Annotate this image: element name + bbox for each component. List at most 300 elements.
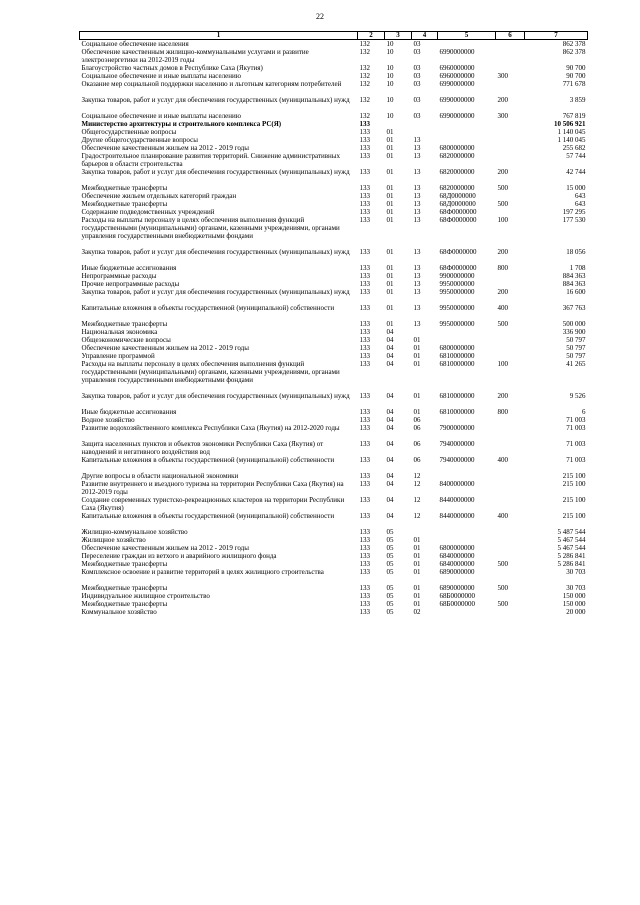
row-cell-6: 300 bbox=[497, 112, 508, 120]
row-cell-6 bbox=[496, 128, 525, 136]
row-cell-4: 03 bbox=[413, 64, 421, 72]
row-cell-6: 500 bbox=[497, 200, 508, 208]
row-cell-2: 133 bbox=[359, 216, 370, 224]
row-description: Капитальные вложения в объекты государственной (муниципальной) собственности bbox=[81, 456, 335, 464]
table-row bbox=[80, 200, 588, 208]
row-cell-4: 03 bbox=[413, 112, 421, 120]
row-cell-5 bbox=[438, 472, 496, 480]
row-description: Оказание мер социальной поддержки населению и льготным категориям потребителей bbox=[81, 80, 342, 88]
row-cell-4: 12 bbox=[413, 512, 421, 520]
row-cell-4: 13 bbox=[413, 216, 421, 224]
row-cell-4: 01 bbox=[413, 552, 421, 560]
row-cell-6: 200 bbox=[497, 248, 508, 256]
row-cell-7: 367 763 bbox=[562, 304, 586, 312]
row-cell-5: 8440000000 bbox=[439, 496, 475, 504]
row-cell-6 bbox=[496, 592, 525, 600]
row-cell-4 bbox=[412, 120, 438, 128]
row-cell-2: 133 bbox=[359, 560, 370, 568]
row-cell-7: 15 000 bbox=[566, 184, 586, 192]
row-cell-7: 5 467 544 bbox=[557, 544, 586, 552]
row-cell-7: 177 530 bbox=[562, 216, 586, 224]
table-row bbox=[80, 120, 588, 128]
row-cell-4: 13 bbox=[413, 304, 421, 312]
row-cell-6: 400 bbox=[497, 456, 508, 464]
table-row bbox=[80, 544, 588, 552]
row-cell-2: 133 bbox=[359, 192, 370, 200]
row-cell-4: 13 bbox=[413, 200, 421, 208]
row-cell-2: 133 bbox=[359, 360, 370, 368]
table-row bbox=[80, 600, 588, 608]
row-cell-5: 6820000000 bbox=[439, 152, 475, 160]
row-cell-6 bbox=[496, 152, 525, 168]
row-cell-3: 10 bbox=[386, 48, 394, 56]
row-cell-5: 6840000000 bbox=[439, 560, 475, 568]
row-cell-7: 9 526 bbox=[569, 392, 586, 400]
row-cell-4: 13 bbox=[413, 280, 421, 288]
row-cell-5: 9900000000 bbox=[439, 272, 475, 280]
row-cell-2: 133 bbox=[359, 184, 370, 192]
row-cell-2: 132 bbox=[359, 64, 370, 72]
row-description: Общеэкономические вопросы bbox=[81, 336, 171, 344]
row-cell-4: 03 bbox=[413, 48, 421, 56]
row-cell-6 bbox=[496, 480, 525, 496]
row-cell-4: 13 bbox=[413, 168, 421, 176]
row-cell-5: 6890000000 bbox=[439, 568, 475, 576]
row-cell-7: 215 100 bbox=[562, 472, 586, 480]
row-description: Управление программой bbox=[81, 352, 155, 360]
row-cell-3: 01 bbox=[386, 136, 394, 144]
row-description: Развитие водохозяйственного комплекса Республики Саха (Якутия) на 2012-2020 годы bbox=[81, 424, 340, 432]
row-cell-7: 71 003 bbox=[566, 416, 586, 424]
row-cell-3: 01 bbox=[386, 272, 394, 280]
row-cell-5: 7940000000 bbox=[439, 456, 475, 464]
row-cell-7: 71 003 bbox=[566, 424, 586, 432]
row-cell-5 bbox=[438, 536, 496, 544]
table-row bbox=[80, 248, 588, 264]
row-cell-6: 200 bbox=[497, 392, 508, 400]
row-cell-4: 01 bbox=[413, 560, 421, 568]
row-cell-2: 133 bbox=[359, 552, 370, 560]
row-cell-3: 04 bbox=[386, 424, 394, 432]
row-cell-3: 04 bbox=[386, 512, 394, 520]
row-cell-6 bbox=[496, 528, 525, 536]
row-cell-3: 04 bbox=[386, 440, 394, 448]
row-cell-2: 133 bbox=[359, 472, 370, 480]
row-cell-6 bbox=[496, 440, 525, 456]
row-cell-7: 336 900 bbox=[562, 328, 586, 336]
row-cell-3: 05 bbox=[386, 592, 394, 600]
row-cell-5: 9950000000 bbox=[439, 320, 475, 328]
row-description: Расходы на выплаты персоналу в целях обеспечения выполнения функций государственными (муниципальными) органами, казенными учреждениями, органами управления государственными внебюджетными фондами bbox=[81, 360, 340, 384]
header-cell: 3 bbox=[385, 32, 412, 40]
table-row bbox=[80, 360, 588, 392]
row-cell-4: 06 bbox=[413, 440, 421, 448]
row-cell-4: 01 bbox=[413, 360, 421, 368]
header-cell: 5 bbox=[438, 32, 496, 40]
row-cell-6 bbox=[496, 328, 525, 336]
row-cell-2: 133 bbox=[359, 512, 370, 520]
row-cell-6 bbox=[496, 344, 525, 352]
row-cell-6: 100 bbox=[497, 216, 508, 224]
row-cell-5: 6820000000 bbox=[439, 168, 475, 176]
row-cell-6: 500 bbox=[497, 600, 508, 608]
row-cell-3: 01 bbox=[386, 184, 394, 192]
row-description: Содержание подведомственных учреждений bbox=[81, 208, 215, 216]
row-cell-6: 400 bbox=[497, 304, 508, 312]
row-cell-4: 01 bbox=[413, 544, 421, 552]
row-cell-6: 200 bbox=[497, 288, 508, 296]
row-cell-3: 05 bbox=[386, 536, 394, 544]
row-cell-7: 50 797 bbox=[566, 352, 586, 360]
row-cell-6 bbox=[496, 544, 525, 552]
row-cell-4: 13 bbox=[413, 152, 421, 160]
row-description: Развитие внутреннего и въездного туризма на территории Республики Саха (Якутия) на 2012-2019 годы bbox=[81, 480, 344, 496]
row-cell-3: 04 bbox=[386, 496, 394, 504]
row-cell-7: 884 363 bbox=[562, 272, 586, 280]
table-row bbox=[80, 392, 588, 408]
row-cell-3: 01 bbox=[386, 128, 394, 136]
row-cell-7: 771 678 bbox=[562, 80, 586, 88]
row-cell-2: 133 bbox=[359, 416, 370, 424]
table-row bbox=[80, 64, 588, 72]
row-cell-2: 133 bbox=[359, 168, 370, 176]
row-cell-7: 90 700 bbox=[566, 72, 586, 80]
row-cell-5: 68Ф0000000 bbox=[439, 216, 477, 224]
row-cell-7: 16 600 bbox=[566, 288, 586, 296]
row-cell-2: 133 bbox=[359, 152, 370, 160]
row-cell-7: 3 859 bbox=[569, 96, 586, 104]
row-cell-4: 13 bbox=[413, 184, 421, 192]
row-description: Социальное обеспечение и иные выплаты населению bbox=[81, 72, 241, 80]
row-description: Национальная экономика bbox=[81, 328, 158, 336]
row-cell-5: 6960000000 bbox=[439, 64, 475, 72]
row-cell-6 bbox=[496, 472, 525, 480]
row-cell-2: 133 bbox=[359, 544, 370, 552]
row-description: Прочие непрограммные расходы bbox=[81, 280, 180, 288]
row-cell-3: 10 bbox=[386, 64, 394, 72]
row-cell-2: 133 bbox=[359, 264, 370, 272]
row-cell-5: 68Ф0000000 bbox=[439, 248, 477, 256]
row-cell-7: 42 744 bbox=[566, 168, 586, 176]
row-description: Обеспечение жильем отдельных категорий граждан bbox=[81, 192, 237, 200]
table-row bbox=[80, 48, 588, 64]
row-cell-5: 6990000000 bbox=[439, 48, 475, 56]
row-cell-4: 13 bbox=[413, 192, 421, 200]
row-cell-6 bbox=[496, 144, 525, 152]
row-cell-3: 01 bbox=[386, 280, 394, 288]
row-cell-5 bbox=[438, 416, 496, 424]
row-cell-6 bbox=[496, 48, 525, 64]
row-cell-2: 133 bbox=[359, 128, 370, 136]
row-cell-7: 30 703 bbox=[566, 584, 586, 592]
table-row bbox=[80, 216, 588, 248]
row-cell-5: 6840000000 bbox=[439, 552, 475, 560]
row-description: Иные бюджетные ассигнования bbox=[81, 264, 177, 272]
row-cell-3: 05 bbox=[386, 544, 394, 552]
row-cell-3: 01 bbox=[386, 200, 394, 208]
table-row bbox=[80, 168, 588, 184]
row-cell-7: 30 703 bbox=[566, 568, 586, 576]
row-cell-2: 132 bbox=[359, 72, 370, 80]
row-cell-4 bbox=[412, 128, 438, 136]
row-cell-6 bbox=[496, 136, 525, 144]
row-cell-2: 132 bbox=[359, 112, 370, 120]
row-description: Межбюджетные трансферты bbox=[81, 560, 168, 568]
row-cell-6: 500 bbox=[497, 560, 508, 568]
table-row bbox=[80, 568, 588, 584]
row-description: Межбюджетные трансферты bbox=[81, 600, 168, 608]
row-cell-2: 133 bbox=[359, 600, 370, 608]
table-row bbox=[80, 328, 588, 336]
row-cell-3: 10 bbox=[386, 40, 394, 48]
row-cell-6: 800 bbox=[497, 408, 508, 416]
row-description: Жилищно-коммунальное хозяйство bbox=[81, 528, 188, 536]
row-cell-3: 01 bbox=[386, 192, 394, 200]
table-row bbox=[80, 136, 588, 144]
row-cell-7: 215 100 bbox=[562, 480, 586, 488]
table-row bbox=[80, 280, 588, 288]
row-description: Благоустройство частных домов в Республике Саха (Якутия) bbox=[81, 64, 263, 72]
row-cell-7: 5 487 544 bbox=[557, 528, 586, 536]
row-cell-4: 01 bbox=[413, 408, 421, 416]
row-cell-2: 133 bbox=[359, 528, 370, 536]
row-cell-4: 03 bbox=[413, 80, 421, 88]
row-cell-5 bbox=[438, 136, 496, 144]
row-cell-4: 01 bbox=[413, 344, 421, 352]
row-description: Закупка товаров, работ и услуг для обеспечения государственных (муниципальных) нужд bbox=[81, 168, 350, 176]
row-cell-6: 200 bbox=[497, 96, 508, 104]
row-cell-7: 215 100 bbox=[562, 496, 586, 504]
row-cell-4 bbox=[412, 528, 438, 536]
table-row bbox=[80, 264, 588, 272]
row-cell-5: 9950000000 bbox=[439, 304, 475, 312]
row-description: Межбюджетные трансферты bbox=[81, 184, 168, 192]
row-cell-3: 10 bbox=[386, 72, 394, 80]
row-cell-6 bbox=[496, 208, 525, 216]
row-cell-7: 1 708 bbox=[569, 264, 586, 272]
row-cell-3: 05 bbox=[386, 528, 394, 536]
row-cell-7: 20 000 bbox=[566, 608, 586, 616]
row-cell-3: 10 bbox=[386, 96, 394, 104]
row-description: Коммунальное хозяйство bbox=[81, 608, 157, 616]
row-cell-4: 01 bbox=[413, 600, 421, 608]
row-cell-3: 04 bbox=[386, 456, 394, 464]
row-description: Водное хозяйство bbox=[81, 416, 135, 424]
row-cell-5 bbox=[438, 120, 496, 128]
table-row bbox=[80, 288, 588, 304]
row-cell-4: 02 bbox=[413, 608, 421, 616]
row-cell-5: 8400000000 bbox=[439, 480, 475, 488]
row-cell-2: 133 bbox=[359, 456, 370, 464]
row-description: Капитальные вложения в объекты государственной (муниципальной) собственности bbox=[81, 512, 335, 520]
row-cell-6 bbox=[496, 568, 525, 584]
row-cell-5 bbox=[438, 40, 496, 49]
row-cell-4: 06 bbox=[413, 456, 421, 464]
row-cell-2: 133 bbox=[359, 272, 370, 280]
table-row bbox=[80, 112, 588, 120]
table-row bbox=[80, 408, 588, 416]
row-cell-2: 133 bbox=[359, 328, 370, 336]
row-cell-5 bbox=[438, 528, 496, 536]
row-cell-5 bbox=[438, 336, 496, 344]
header-cell: 4 bbox=[412, 32, 438, 40]
row-cell-4: 13 bbox=[413, 272, 421, 280]
row-cell-4: 13 bbox=[413, 144, 421, 152]
row-cell-6 bbox=[496, 352, 525, 360]
row-cell-4: 13 bbox=[413, 136, 421, 144]
row-cell-7: 90 700 bbox=[566, 64, 586, 72]
row-cell-6 bbox=[496, 536, 525, 544]
row-cell-2: 133 bbox=[359, 352, 370, 360]
row-cell-6 bbox=[496, 336, 525, 344]
row-cell-5: 68Д0000000 bbox=[439, 200, 476, 208]
row-description: Закупка товаров, работ и услуг для обеспечения государственных (муниципальных) нужд bbox=[81, 96, 350, 104]
header-cell: 1 bbox=[80, 32, 358, 40]
row-cell-5 bbox=[438, 328, 496, 336]
row-cell-2: 133 bbox=[359, 592, 370, 600]
row-cell-7: 215 100 bbox=[562, 512, 586, 520]
row-cell-4 bbox=[412, 328, 438, 336]
table-row bbox=[80, 336, 588, 344]
row-cell-6 bbox=[496, 496, 525, 512]
table-row bbox=[80, 304, 588, 320]
row-description: Расходы на выплаты персоналу в целях обеспечения выполнения функций государственными (муниципальными) органами, казенными учреждениями, органами управления государственными внебюджетными фондами bbox=[81, 216, 340, 240]
row-cell-4: 12 bbox=[413, 496, 421, 504]
row-cell-3: 04 bbox=[386, 328, 394, 336]
row-cell-7: 500 000 bbox=[562, 320, 586, 328]
row-cell-3: 10 bbox=[386, 112, 394, 120]
row-cell-6 bbox=[496, 64, 525, 72]
row-description: Защита населенных пунктов и объектов экономики Республики Саха (Якутия) от наводнений и негативного воздействия вод bbox=[81, 440, 324, 456]
row-cell-3: 05 bbox=[386, 560, 394, 568]
row-cell-6 bbox=[496, 80, 525, 96]
row-cell-6: 100 bbox=[497, 360, 508, 368]
row-cell-7: 41 265 bbox=[566, 360, 586, 368]
row-cell-2: 133 bbox=[359, 424, 370, 432]
row-cell-4: 01 bbox=[413, 568, 421, 576]
row-cell-7: 643 bbox=[575, 200, 586, 208]
row-cell-4: 01 bbox=[413, 352, 421, 360]
table-row bbox=[80, 424, 588, 440]
row-cell-2: 133 bbox=[359, 120, 370, 128]
row-cell-7: 50 797 bbox=[566, 344, 586, 352]
table-row bbox=[80, 40, 588, 49]
row-description: Межбюджетные трансферты bbox=[81, 320, 168, 328]
row-description: Другие общегосударственные вопросы bbox=[81, 136, 198, 144]
row-cell-5: 68Ф0000000 bbox=[439, 264, 477, 272]
row-cell-7: 255 682 bbox=[562, 144, 586, 152]
row-cell-3: 01 bbox=[386, 248, 394, 256]
row-cell-5: 6800000000 bbox=[439, 544, 475, 552]
table-row bbox=[80, 536, 588, 544]
row-cell-6 bbox=[496, 608, 525, 616]
row-cell-7: 6 bbox=[582, 408, 586, 416]
row-cell-3: 01 bbox=[386, 168, 394, 176]
row-cell-5: 6820000000 bbox=[439, 184, 475, 192]
row-cell-4: 06 bbox=[413, 416, 421, 424]
row-cell-2: 133 bbox=[359, 392, 370, 400]
row-cell-7: 767 819 bbox=[562, 112, 586, 120]
row-cell-5 bbox=[438, 128, 496, 136]
row-cell-2: 133 bbox=[359, 144, 370, 152]
table-row bbox=[80, 272, 588, 280]
row-cell-2: 132 bbox=[359, 40, 370, 48]
row-description: Обеспечение качественным жильем на 2012 - 2019 годы bbox=[81, 544, 249, 552]
row-description: Переселение граждан из ветхого и аварийного жилищного фонда bbox=[81, 552, 277, 560]
row-cell-6 bbox=[496, 424, 525, 440]
row-description: Иные бюджетные ассигнования bbox=[81, 408, 177, 416]
row-cell-2: 133 bbox=[359, 200, 370, 208]
row-cell-3: 01 bbox=[386, 216, 394, 224]
row-cell-6 bbox=[496, 416, 525, 424]
table-row bbox=[80, 456, 588, 472]
row-cell-5: 6890000000 bbox=[439, 584, 475, 592]
table-row bbox=[80, 72, 588, 80]
row-cell-7: 150 000 bbox=[562, 600, 586, 608]
row-description: Обеспечение качественным жильем на 2012 - 2019 годы bbox=[81, 144, 249, 152]
row-cell-5: 68Б0000000 bbox=[439, 592, 476, 600]
row-cell-3: 04 bbox=[386, 336, 394, 344]
table-row bbox=[80, 344, 588, 352]
table-row bbox=[80, 320, 588, 328]
header-cell: 7 bbox=[525, 32, 588, 40]
row-description: Жилищное хозяйство bbox=[81, 536, 146, 544]
row-cell-4: 13 bbox=[413, 248, 421, 256]
table-row bbox=[80, 128, 588, 136]
row-cell-2: 133 bbox=[359, 136, 370, 144]
row-cell-4: 06 bbox=[413, 424, 421, 432]
row-description: Создание современных туристско-рекреационных кластеров на территории Республики Саха (Якутия) bbox=[81, 496, 345, 512]
row-cell-7: 1 140 045 bbox=[557, 128, 586, 136]
row-cell-3: 01 bbox=[386, 320, 394, 328]
page-number: 22 bbox=[316, 12, 324, 21]
row-cell-2: 133 bbox=[359, 480, 370, 488]
row-cell-2: 133 bbox=[359, 288, 370, 296]
row-cell-6: 500 bbox=[497, 320, 508, 328]
row-description: Непрограммные расходы bbox=[81, 272, 157, 280]
row-cell-3: 01 bbox=[386, 208, 394, 216]
table-row bbox=[80, 144, 588, 152]
row-description: Закупка товаров, работ и услуг для обеспечения государственных (муниципальных) нужд bbox=[81, 392, 350, 400]
row-cell-5: 6810000000 bbox=[439, 392, 475, 400]
row-cell-6 bbox=[496, 280, 525, 288]
row-cell-5: 68Ф0000000 bbox=[439, 208, 477, 216]
row-cell-5: 68Б0000000 bbox=[439, 600, 476, 608]
table-header-row bbox=[80, 32, 588, 40]
table-row bbox=[80, 96, 588, 112]
row-cell-3: 01 bbox=[386, 288, 394, 296]
row-cell-2: 132 bbox=[359, 48, 370, 56]
row-cell-5: 6800000000 bbox=[439, 344, 475, 352]
row-cell-4: 12 bbox=[413, 480, 421, 488]
row-cell-7: 884 363 bbox=[562, 280, 586, 288]
table-row bbox=[80, 184, 588, 192]
row-cell-5: 6810000000 bbox=[439, 408, 475, 416]
row-cell-2: 133 bbox=[359, 536, 370, 544]
table-row bbox=[80, 440, 588, 456]
row-cell-2: 133 bbox=[359, 440, 370, 448]
table-row bbox=[80, 496, 588, 512]
row-cell-6: 500 bbox=[497, 184, 508, 192]
table-row bbox=[80, 472, 588, 480]
row-cell-3: 05 bbox=[386, 608, 394, 616]
header-cell: 6 bbox=[496, 32, 525, 40]
row-cell-5: 6960000000 bbox=[439, 72, 475, 80]
row-cell-2: 133 bbox=[359, 248, 370, 256]
row-cell-4: 13 bbox=[413, 288, 421, 296]
row-cell-3: 04 bbox=[386, 408, 394, 416]
row-description: Общегосударственные вопросы bbox=[81, 128, 177, 136]
